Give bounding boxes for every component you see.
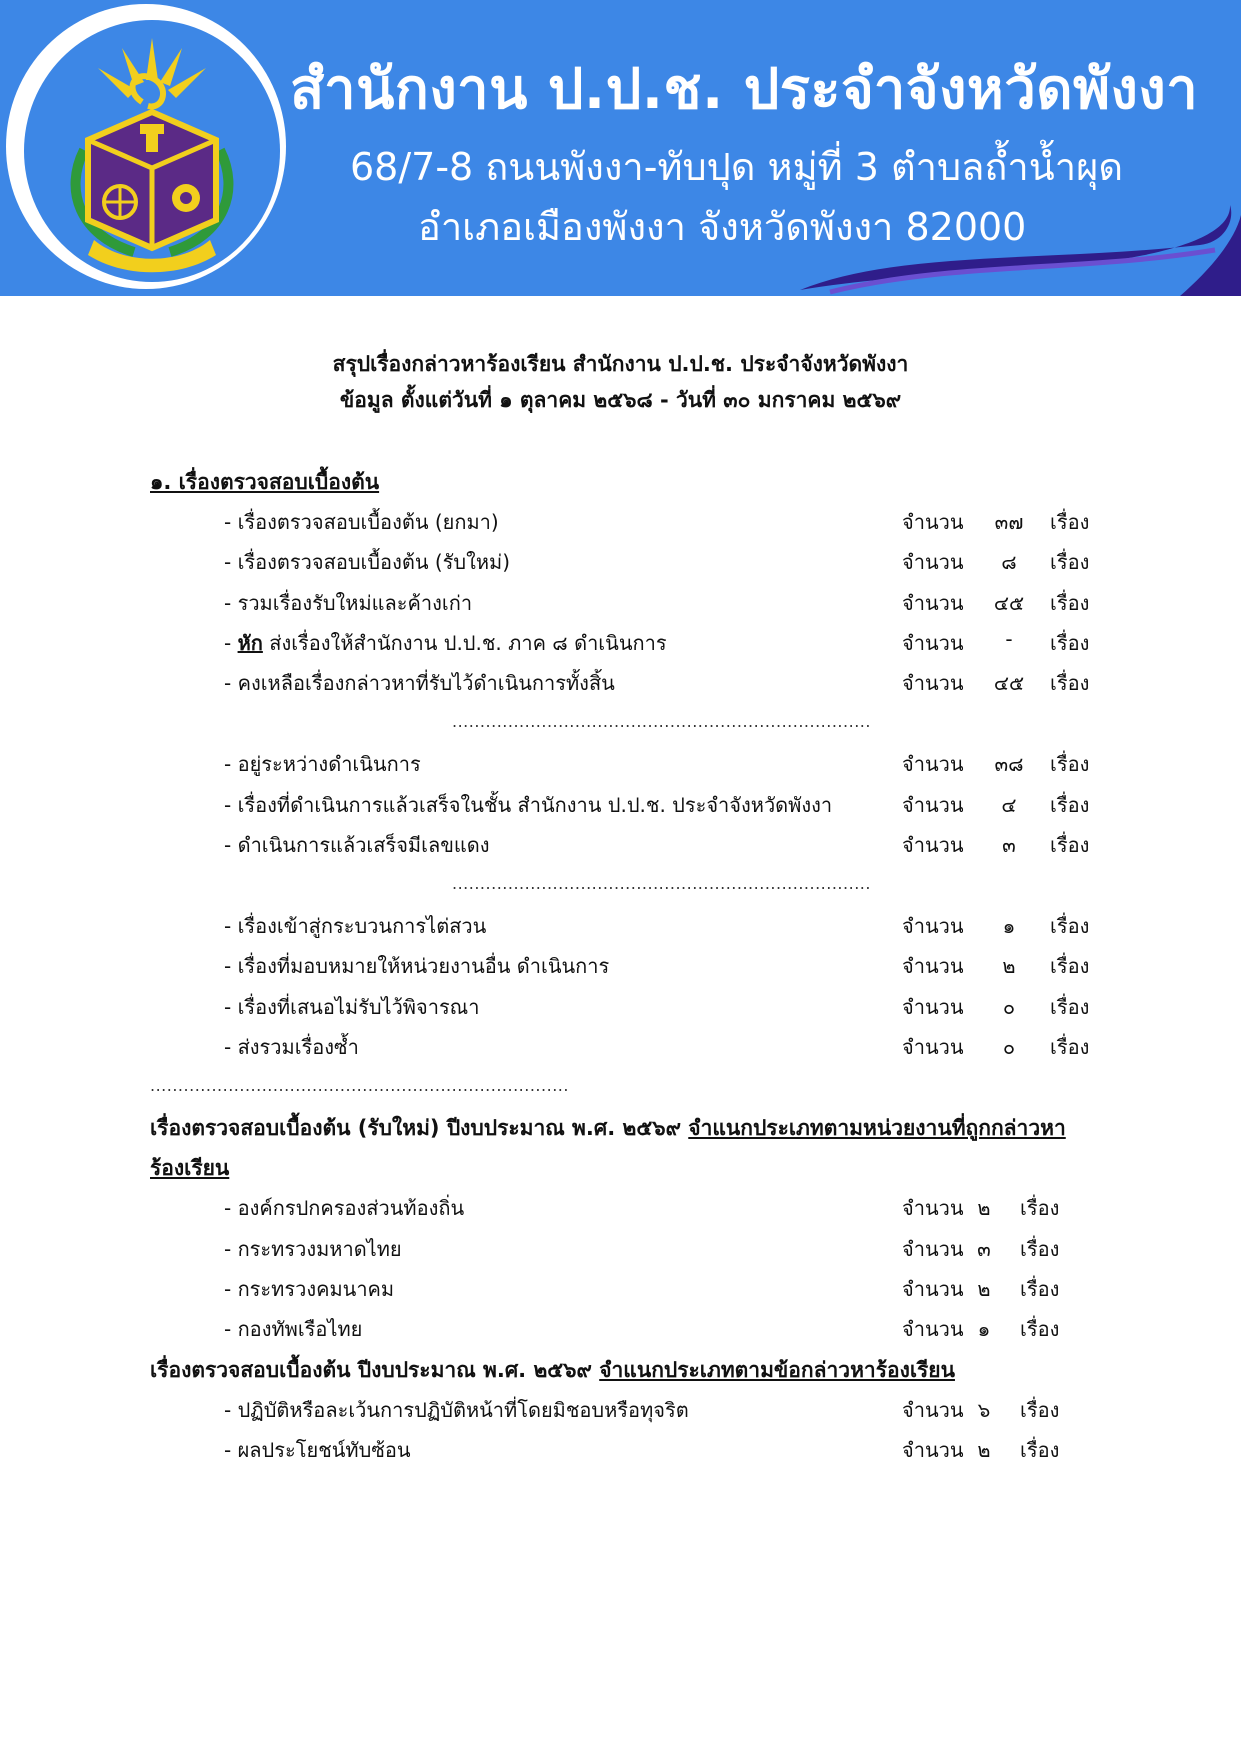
list-item	[224, 789, 1104, 823]
qty-label: จำนวน	[902, 1317, 964, 1341]
unit-label: เรื่อง	[1020, 1398, 1060, 1422]
unit-label: เรื่อง	[1020, 1196, 1060, 1220]
item-label-text: ส่งเรื่องให้สำนักงาน ป.ป.ช. ภาค ๘ ดำเนินการ	[262, 631, 667, 655]
item-value: ๒	[977, 1277, 991, 1301]
item-label: - ส่งรวมเรื่องซ้ำ	[224, 1035, 359, 1059]
item-label: - เรื่องที่มอบหมายให้หน่วยงานอื่น ดำเนินการ	[224, 954, 610, 978]
address-line-1: 68/7-8 ถนนพังงา-ทับปุด หมู่ที่ 3 ตำบลถ้ำน้ำผุด	[350, 145, 1124, 189]
document-date-range: ข้อมูล ตั้งแต่วันที่ ๑ ตุลาคม ๒๕๖๘ - วันที่ ๓๐ มกราคม ๒๕๖๙	[339, 388, 902, 412]
item-label: - อยู่ระหว่างดำเนินการ	[224, 752, 421, 776]
list-item	[224, 991, 1104, 1025]
qty-label: จำนวน	[902, 1438, 964, 1462]
list-item	[224, 748, 1104, 782]
section-2-heading-underlined: จำแนกประเภทตามหน่วยงานที่ถูกกล่าวหา	[688, 1116, 1066, 1140]
list-item	[224, 667, 1104, 701]
unit-label: เรื่อง	[1020, 1237, 1060, 1261]
unit-label: เรื่อง	[1020, 1438, 1060, 1462]
section-2-heading-line2: ร้องเรียน	[150, 1156, 230, 1180]
item-label: - กระทรวงมหาดไทย	[224, 1237, 402, 1261]
item-label: - กองทัพเรือไทย	[224, 1317, 363, 1341]
office-name: สำนักงาน ป.ป.ช. ประจำจังหวัดพังงา	[290, 57, 1199, 122]
list-item	[224, 627, 1104, 661]
qty-label: จำนวน	[902, 1196, 964, 1220]
dotted-separator: ...........................................................................	[150, 1076, 569, 1095]
item-label: - รวมเรื่องรับใหม่และค้างเก่า	[224, 591, 473, 615]
qty-label: จำนวน	[902, 833, 964, 857]
unit-label: เรื่อง	[1020, 1277, 1060, 1301]
item-label: - เรื่องที่เสนอไม่รับไว้พิจารณา	[224, 995, 480, 1019]
item-label: - เรื่องที่ดำเนินการแล้วเสร็จในชั้น สำนักงาน ป.ป.ช. ประจำจังหวัดพังงา	[224, 793, 833, 817]
unit-label: เรื่อง	[1020, 1317, 1060, 1341]
item-label: - ผลประโยชน์ทับซ้อน	[224, 1438, 411, 1462]
list-item	[224, 1434, 1104, 1468]
item-value: ๑	[977, 1317, 991, 1341]
qty-label: จำนวน	[902, 914, 964, 938]
qty-label: จำนวน	[902, 1237, 964, 1261]
item-label: - เรื่องเข้าสู่กระบวนการไต่สวน	[224, 914, 487, 938]
unit-label: เรื่อง	[1050, 671, 1090, 695]
dotted-separator: ...........................................................................	[452, 712, 871, 731]
unit-label: เรื่อง	[1050, 631, 1090, 655]
unit-label: เรื่อง	[1050, 995, 1090, 1019]
section-3-heading-underlined: จำแนกประเภทตามข้อกล่าวหาร้องเรียน	[599, 1358, 955, 1382]
unit-label: เรื่อง	[1050, 954, 1090, 978]
item-value: ๑	[1002, 914, 1016, 938]
unit-label: เรื่อง	[1050, 550, 1090, 574]
item-value: ๒	[1002, 954, 1016, 978]
item-value: ๐	[1002, 1035, 1016, 1059]
section-3-heading-text: เรื่องตรวจสอบเบื้องต้น ปีงบประมาณ พ.ศ. ๒๕๖๙	[150, 1358, 600, 1382]
section-1-heading: ๑. เรื่องตรวจสอบเบื้องต้น	[150, 470, 380, 494]
unit-label: เรื่อง	[1050, 914, 1090, 938]
item-label: - ดำเนินการแล้วเสร็จมีเลขแดง	[224, 833, 490, 857]
unit-label: เรื่อง	[1050, 793, 1090, 817]
qty-label: จำนวน	[902, 510, 964, 534]
item-value: ๒	[977, 1196, 991, 1220]
item-value: ๖	[977, 1398, 991, 1422]
item-label: - เรื่องตรวจสอบเบื้องต้น (ยกมา)	[224, 510, 499, 534]
list-item	[224, 1273, 1104, 1307]
list-item	[224, 546, 1104, 580]
item-label: - องค์กรปกครองส่วนท้องถิ่น	[224, 1196, 465, 1220]
item-value: -	[1005, 627, 1013, 651]
item-label: - กระทรวงคมนาคม	[224, 1277, 395, 1301]
item-label: - ปฏิบัติหรือละเว้นการปฏิบัติหน้าที่โดยมิชอบหรือทุจริต	[224, 1398, 689, 1422]
list-item	[224, 1192, 1104, 1226]
item-value: ๔๕	[993, 671, 1025, 695]
qty-label: จำนวน	[902, 954, 964, 978]
section-2-heading	[150, 1112, 1066, 1145]
dotted-separator: ...........................................................................	[452, 874, 871, 893]
list-item	[224, 1313, 1104, 1347]
qty-label: จำนวน	[902, 793, 964, 817]
item-value: ๒	[977, 1438, 991, 1462]
qty-label: จำนวน	[902, 550, 964, 574]
qty-label: จำนวน	[902, 1398, 964, 1422]
list-item	[224, 1233, 1104, 1267]
item-value: ๔	[1001, 793, 1017, 817]
item-value: ๓๘	[994, 752, 1024, 776]
list-item	[224, 1031, 1104, 1065]
list-item	[224, 829, 1104, 863]
qty-label: จำนวน	[902, 1277, 964, 1301]
address-line-2: อำเภอเมืองพังงา จังหวัดพังงา 82000	[418, 205, 1027, 249]
emblem-ring	[6, 4, 286, 289]
nacc-emblem-icon	[24, 20, 280, 282]
list-item	[224, 910, 1104, 944]
item-value: ๓	[977, 1237, 991, 1261]
list-item	[224, 950, 1104, 984]
item-value: ๓๗	[994, 510, 1024, 534]
document-title: สรุปเรื่องกล่าวหาร้องเรียน สำนักงาน ป.ป.ช. ประจำจังหวัดพังงา	[332, 352, 909, 376]
qty-label: จำนวน	[902, 591, 964, 615]
qty-label: จำนวน	[902, 631, 964, 655]
unit-label: เรื่อง	[1050, 752, 1090, 776]
unit-label: เรื่อง	[1050, 510, 1090, 534]
item-value: ๘	[1001, 550, 1017, 574]
item-label: - หัก ส่งเรื่องให้สำนักงาน ป.ป.ช. ภาค ๘ ดำเนินการ	[224, 631, 667, 655]
section-2-heading-text: เรื่องตรวจสอบเบื้องต้น (รับใหม่) ปีงบประมาณ พ.ศ. ๒๕๖๙	[150, 1116, 689, 1140]
unit-label: เรื่อง	[1050, 833, 1090, 857]
qty-label: จำนวน	[902, 1035, 964, 1059]
qty-label: จำนวน	[902, 995, 964, 1019]
section-3-heading	[150, 1354, 955, 1387]
qty-label: จำนวน	[902, 671, 964, 695]
item-value: ๐	[1002, 995, 1016, 1019]
item-label: - คงเหลือเรื่องกล่าวหาที่รับไว้ดำเนินการทั้งสิ้น	[224, 671, 615, 695]
list-item	[224, 1394, 1104, 1428]
unit-label: เรื่อง	[1050, 1035, 1090, 1059]
item-value: ๔๕	[993, 591, 1025, 615]
qty-label: จำนวน	[902, 752, 964, 776]
list-item	[224, 506, 1104, 540]
item-value: ๓	[1002, 833, 1016, 857]
list-item	[224, 587, 1104, 621]
unit-label: เรื่อง	[1050, 591, 1090, 615]
header-banner	[0, 0, 1241, 296]
deduct-word: หัก	[237, 631, 263, 655]
item-label: - เรื่องตรวจสอบเบื้องต้น (รับใหม่)	[224, 550, 511, 574]
